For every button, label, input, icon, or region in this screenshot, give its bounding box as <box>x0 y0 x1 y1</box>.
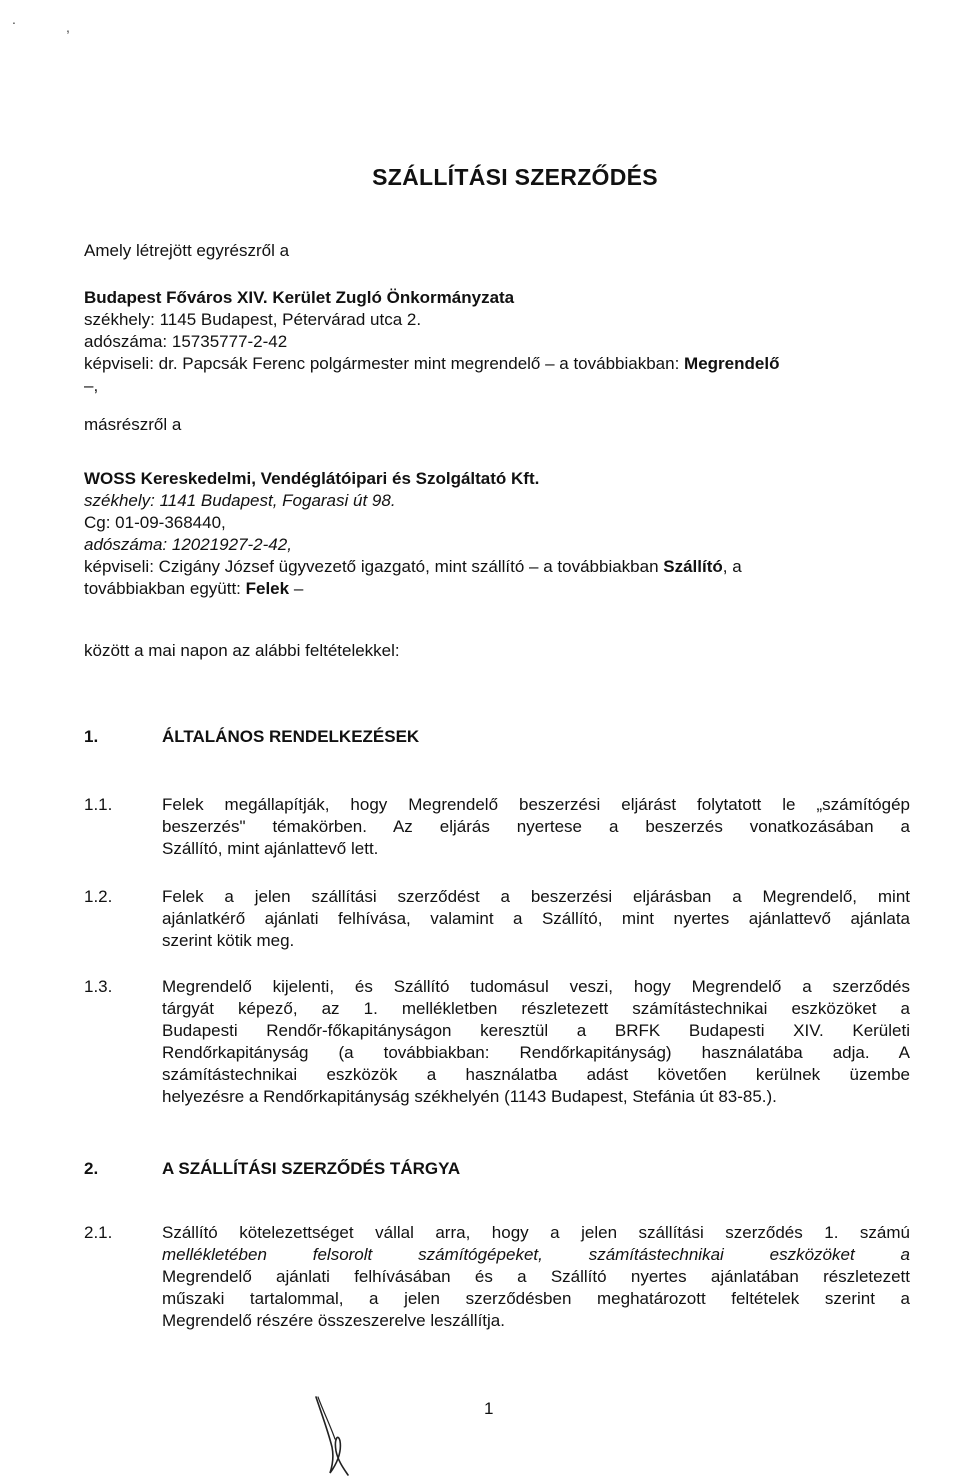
section-1-heading: 1. ÁLTALÁNOS RENDELKEZÉSEK <box>84 727 420 746</box>
between-text: között a mai napon az alábbi feltételekkel: <box>84 641 400 660</box>
page-number: 1 <box>484 1399 494 1418</box>
supplier-together: továbbiakban együtt: Felek – <box>84 579 304 598</box>
section-2-heading: 2. A SZÁLLÍTÁSI SZERZŐDÉS TÁRGYA <box>84 1159 461 1178</box>
other-side-text: másrészről a <box>84 415 182 434</box>
supplier-reg: Cg: 01-09-368440, <box>84 513 226 532</box>
customer-seat: székhely: 1145 Budapest, Pétervárad utca 2. <box>84 310 422 329</box>
party-supplier <box>84 468 910 600</box>
party-customer <box>84 287 910 397</box>
scan-mark: . <box>12 11 16 27</box>
customer-rep: képviseli: dr. Papcsák Ferenc polgármester mint megrendelő – a továbbiakban: Megrendelő <box>84 354 780 373</box>
supplier-rep: képviseli: Czigány József ügyvezető igazgató, mint szállító – a továbbiakban Szállító, a <box>84 557 742 576</box>
supplier-seat: székhely: 1141 Budapest, Fogarasi út 98. <box>84 491 396 510</box>
document-title: SZÁLLÍTÁSI SZERZŐDÉS <box>372 164 658 190</box>
customer-rep-end: –, <box>84 376 99 395</box>
supplier-name: WOSS Kereskedelmi, Vendéglátóipari és Szolgáltató Kft. <box>84 469 540 488</box>
scan-mark: , <box>66 19 70 35</box>
customer-tax: adószáma: 15735777-2-42 <box>84 332 288 351</box>
intro-text: Amely létrejött egyrészről a <box>84 241 290 260</box>
signature-mark <box>310 1395 370 1477</box>
supplier-tax: adószáma: 12021927-2-42, <box>84 535 292 554</box>
customer-name: Budapest Főváros XIV. Kerület Zugló Önkormányzata <box>84 288 515 307</box>
document-page: . , SZÁLLÍTÁSI SZERZŐDÉS Amely létrejött egyrészről a Budapest Főváros XIV. Kerület Zugló Önkormányzata székhely: 1145 Budapest, Pétervárad utca 2. adószáma: 15735777-2-42 képviseli: dr. Papcsák Ferenc polgármester mint megrendelő – a továbbiakban: Megrendelő –, másrészről a WOSS Kereskedelmi, Vendéglátóipari és Szolgáltató Kft. székhely: 1141 Budapest, Fogarasi út 98. Cg: 01-09-368440, adószáma: 12021927-2-42, képviseli: Czigány József ügyvezető igazgató, mint szállító – a továbbiakban Szállító, a továbbiakban együtt: Felek – között a mai napon az alábbi feltételekkel: 1. ÁLTALÁNOS RENDELKEZÉSEK 1.1. Felek megállapítják, hogy Megrendelő beszerzési eljárást folytatott le „számítógép beszerzés" témakörben. Az eljárás nyertese a beszerzés vonatkozásában a Szállító, mint ajánlattevő lett. 1.2. Felek a jelen szállítási szerződést a beszerzési eljárásban a Megrendelő, mint ajánlatkérő ajánlati felhívása, valamint a Szállító, mint nyertes ajánlattevő ajánlata szerint kötik meg. 1.3. Megrendelő kijelenti, és Szállító tudomásul veszi, hogy Megrendelő a szerződés tárgyát képező, az 1. mellékletben részletezett számítástechnikai eszközöket a Budapesti Rendőr-főkapitányságon keresztül a BRFK Budapesti XIV. Kerületi Rendőrkapitányság (a továbbiakban: Rendőrkapitányság) használatába adja. A számítástechnikai eszközök a használatba adást követően kerülnek üzembe helyezésre a Rendőrkapitányság székhelyén (1143 Budapest, Stefánia út 83-85.). 2. A SZÁLLÍTÁSI SZERZŐDÉS TÁRGYA 2.1. Szállító kötelezettséget vállal arra, hogy a jelen szállítási szerződés 1. számú mellékletében felsorolt számítógépeket, számítástechnikai eszközöket a Megrendelő ajánlati felhívásában és a Szállító nyertes ajánlatában részletezett műszaki tartalommal, a jelen szerződésben meghatározott feltételek szerint a Megrendelő részére összeszerelve leszállítja. 1 <box>0 0 960 1482</box>
